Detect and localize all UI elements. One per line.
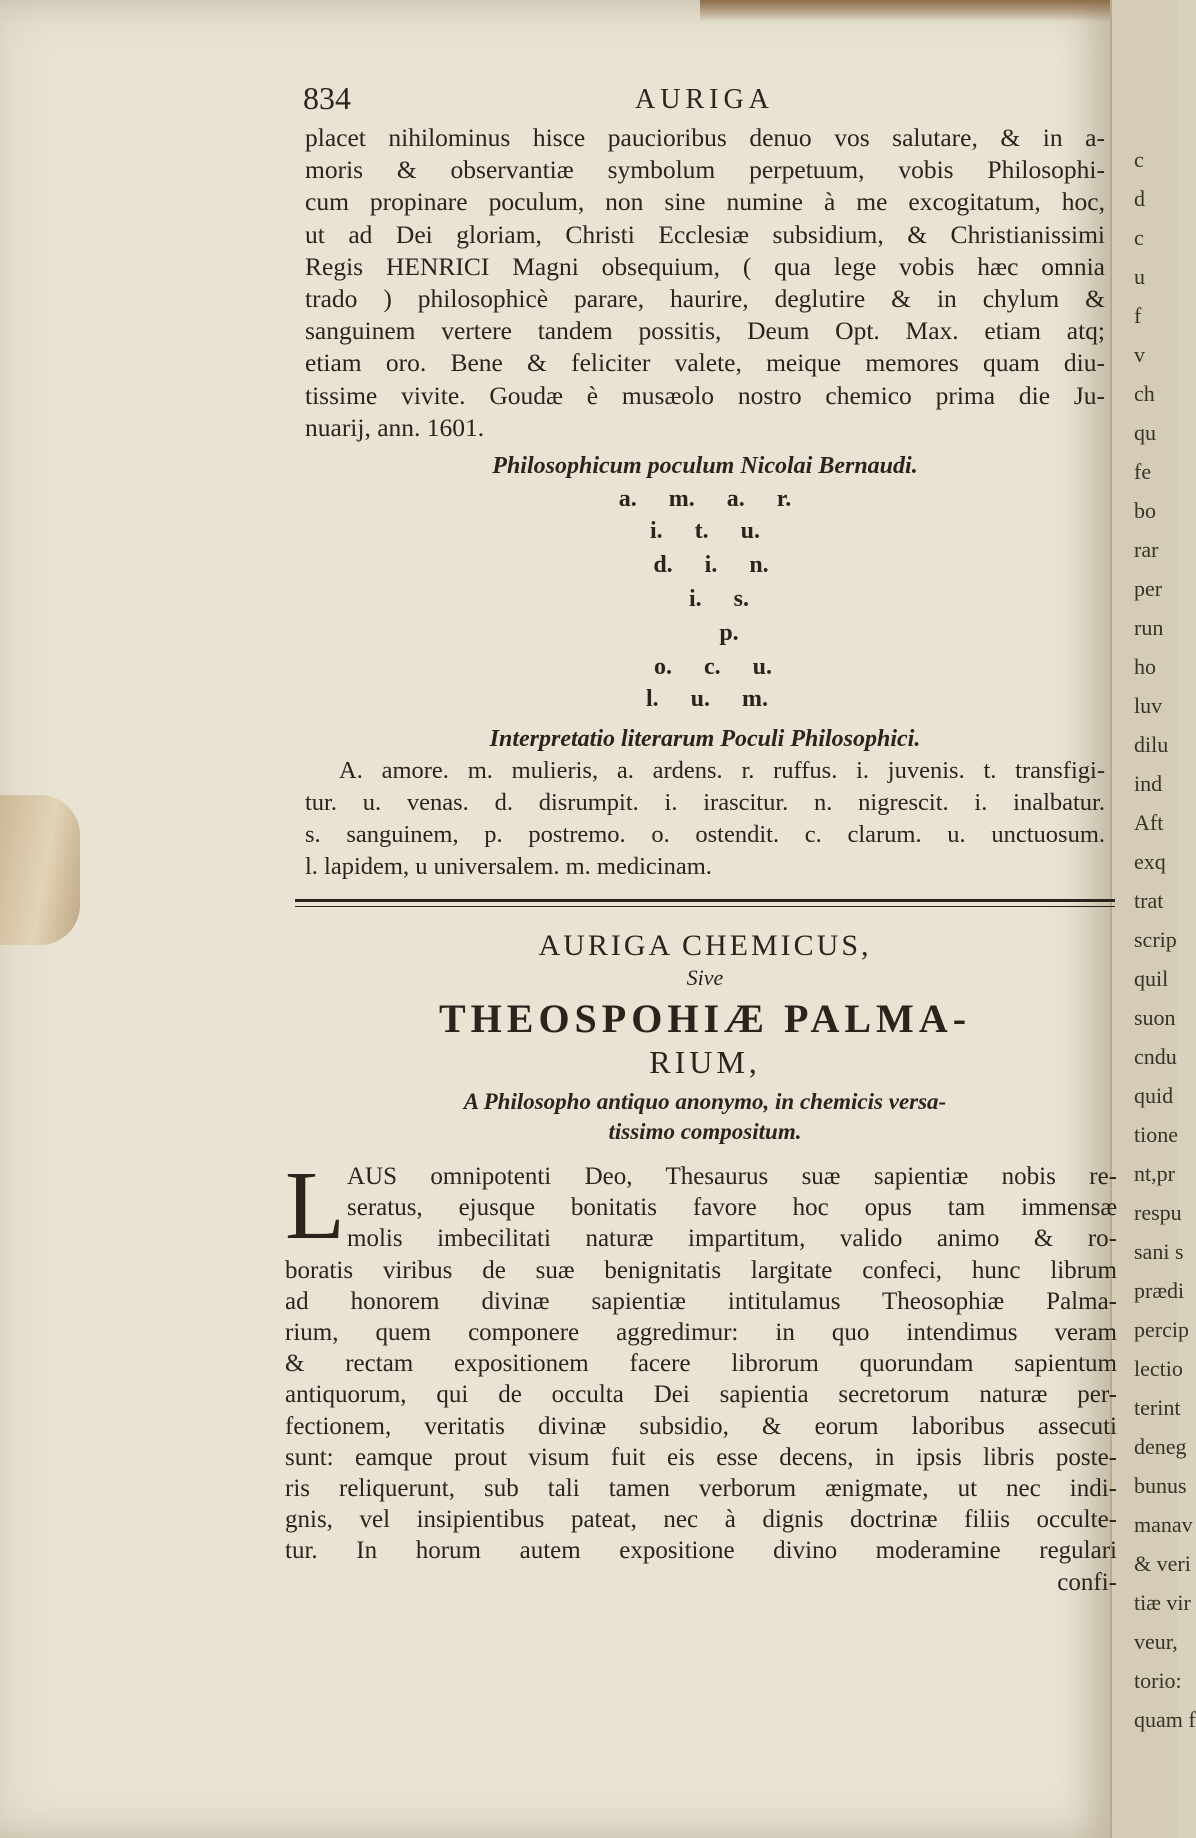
subtitle-line: tissimo compositum. bbox=[608, 1119, 802, 1145]
facing-page-fragment: luv bbox=[1134, 693, 1163, 718]
facing-page-fragment: lectio bbox=[1134, 1356, 1183, 1381]
facing-page-fragment: v bbox=[1134, 342, 1145, 367]
facing-page-fragment: ind bbox=[1134, 771, 1163, 796]
facing-page-fragment: sani s bbox=[1134, 1239, 1184, 1264]
treatise-sive: Sive bbox=[686, 965, 724, 991]
facing-page-fragment: c bbox=[1134, 147, 1144, 172]
page-edge-stain bbox=[700, 0, 1175, 22]
facing-page-fragment: nt,pr bbox=[1134, 1161, 1175, 1186]
page-text bbox=[285, 80, 1125, 1598]
text-line: ad honorem divinæ sapientiæ intitulamus Theosophiæ Palma- bbox=[285, 1287, 1117, 1315]
facing-page-fragment: percip bbox=[1134, 1317, 1189, 1342]
facing-page-fragment: u bbox=[1134, 264, 1145, 289]
facing-page-fragment: qu bbox=[1134, 420, 1156, 445]
text-line: tur. u. venas. d. disrumpit. i. irascitur. n. nigrescit. i. inalbatur. bbox=[305, 789, 1105, 817]
text-line: etiam oro. Bene & feliciter valete, meique memores quam diu- bbox=[305, 348, 1105, 378]
text-line: AUS omnipotenti Deo, Thesaurus suæ sapientiæ nobis re- bbox=[347, 1163, 1117, 1191]
facing-page-fragment: dilu bbox=[1134, 732, 1169, 757]
facing-page-fragment: f bbox=[1134, 303, 1142, 328]
facing-page-fragment: ch bbox=[1134, 381, 1155, 406]
text-line: A. amore. m. mulieris, a. ardens. r. ruffus. i. juvenis. t. transfigi- bbox=[339, 757, 1105, 785]
text-line: l. lapidem, u universalem. m. medicinam. bbox=[305, 853, 712, 881]
facing-page-fragment: quil bbox=[1134, 966, 1169, 991]
facing-page-fragment: terint bbox=[1134, 1395, 1181, 1420]
text-line: fectionem, veritatis divinæ subsidio, & eorum laboribus assecuti bbox=[285, 1412, 1117, 1440]
catchword: confi- bbox=[1057, 1568, 1117, 1596]
facing-page-fragment: Aft bbox=[1134, 810, 1164, 835]
facing-page-fragment: ho bbox=[1134, 654, 1156, 679]
text-line: placet nihilominus hisce paucioribus denuo vos salutare, & in a- bbox=[305, 123, 1105, 152]
text-line: ut ad Dei gloriam, Christi Ecclesiæ subsidium, & Christianissimi bbox=[305, 219, 1105, 249]
facing-page-fragment: manav bbox=[1134, 1512, 1193, 1537]
facing-page-fragment: quam f bbox=[1134, 1707, 1196, 1732]
drop-cap: L bbox=[285, 1152, 345, 1261]
facing-page-fragment: prædi bbox=[1134, 1278, 1185, 1303]
page-number: 834 bbox=[303, 80, 351, 116]
text-line: tissime vivite. Goudæ è musæolo nostro chemico prima die Ju- bbox=[305, 380, 1105, 410]
cup-title: Philosophicum poculum Nicolai Bernaudi. bbox=[492, 453, 918, 480]
text-line: tur. In horum autem expositione divino moderamine regulari bbox=[285, 1537, 1117, 1565]
text-line: moris & observantiæ symbolum perpetuum, vobis Philosophi- bbox=[305, 155, 1105, 185]
facing-page-fragment: veur, bbox=[1134, 1629, 1178, 1654]
cup-row: i. s. bbox=[688, 586, 749, 613]
facing-page-fragment: trat bbox=[1134, 888, 1164, 913]
treatise-body bbox=[285, 1152, 1117, 1598]
facing-page-fragment: run bbox=[1134, 615, 1164, 640]
facing-page-fragment: deneg bbox=[1134, 1434, 1187, 1459]
text-line: Regis HENRICI Magni obsequium, ( qua lege vobis hæc omnia bbox=[305, 251, 1105, 281]
text-line: gnis, vel insipientibus pateat, nec à dignis doctrinæ filiis occulte- bbox=[285, 1506, 1117, 1534]
subtitle-line: A Philosopho antiquo anonymo, in chemicis versa- bbox=[463, 1089, 947, 1115]
treatise-title: AURIGA CHEMICUS, bbox=[538, 929, 872, 963]
facing-page-fragment: c bbox=[1134, 225, 1144, 250]
cup-letters bbox=[285, 486, 1125, 721]
text-line: nuarij, ann. 1601. bbox=[305, 412, 485, 442]
facing-page-fragment: exq bbox=[1134, 849, 1166, 874]
section-divider bbox=[295, 899, 1115, 907]
facing-page-fragment: & veri bbox=[1134, 1551, 1191, 1576]
facing-page-fragment: rar bbox=[1134, 537, 1159, 562]
facing-page-fragment: quid bbox=[1134, 1083, 1174, 1108]
facing-page-fragment: fe bbox=[1134, 459, 1152, 484]
text-line: rium, quem componere aggredimur: in quo intendimus veram bbox=[285, 1319, 1117, 1347]
facing-page-fragment: suon bbox=[1134, 1005, 1176, 1030]
cup-row: p. bbox=[719, 620, 739, 647]
cup-row: l. u. m. bbox=[645, 686, 768, 713]
facing-page-fragment: scrip bbox=[1134, 927, 1177, 952]
cup-row: d. i. n. bbox=[653, 552, 769, 579]
facing-page-fragment: tione bbox=[1134, 1122, 1178, 1147]
cup-row: i. t. u. bbox=[649, 518, 760, 545]
text-line: molis imbecilitati naturæ impartitum, valido animo & ro- bbox=[347, 1225, 1117, 1253]
facing-page-fragment: tiæ vir bbox=[1134, 1590, 1191, 1615]
facing-page-fragment: per bbox=[1134, 576, 1163, 601]
treatise-subtitle bbox=[285, 1087, 1125, 1147]
text-line: trado ) philosophicè parare, haurire, deglutire & in chylum & bbox=[305, 284, 1105, 314]
text-line: ris reliquerunt, sub tali tamen verborum ænigmate, ut nec indi- bbox=[285, 1475, 1117, 1503]
text-line: seratus, ejusque bonitatis favore hoc opus tam immensæ bbox=[347, 1194, 1117, 1222]
text-line: & rectam expositionem facere librorum quorundam sapientum bbox=[285, 1350, 1117, 1378]
cup-row: a. m. a. r. bbox=[618, 486, 792, 513]
paper-tab bbox=[0, 795, 80, 945]
text-line: antiquorum, qui de occulta Dei sapientia secretorum naturæ per- bbox=[285, 1381, 1117, 1409]
facing-page-fragment: d bbox=[1134, 186, 1145, 211]
running-head: AURIGA bbox=[635, 84, 774, 115]
running-header bbox=[285, 80, 1125, 122]
facing-page-fragment: torio: bbox=[1134, 1668, 1182, 1693]
text-line: sunt: eamque prout visum fuit eis esse decens, in ipsis libris poste- bbox=[285, 1443, 1117, 1471]
facing-page-fragment: bo bbox=[1134, 498, 1156, 523]
cup-row: o. c. u. bbox=[654, 654, 772, 681]
text-line: cum propinare poculum, non sine numine à me excogitatum, hoc, bbox=[305, 187, 1105, 217]
facing-page-fragment: respu bbox=[1134, 1200, 1182, 1225]
interpretation-title: Interpretatio literarum Poculi Philosophici. bbox=[489, 726, 921, 753]
text-line: s. sanguinem, p. postremo. o. ostendit. c. clarum. u. unctuosum. bbox=[305, 821, 1105, 849]
facing-page-fragment: bunus bbox=[1134, 1473, 1187, 1498]
facing-page-fragment: cndu bbox=[1134, 1044, 1177, 1069]
letter-paragraph bbox=[305, 122, 1105, 444]
treatise-title-end: RIUM, bbox=[649, 1044, 761, 1081]
treatise-title-main: THEOSPOHIÆ PALMA- bbox=[438, 996, 972, 1042]
interpretation-text bbox=[305, 755, 1105, 883]
text-line: sanguinem vertere tandem possitis, Deum Opt. Max. etiam atq; bbox=[305, 316, 1105, 346]
text-line: boratis viribus de suæ benignitatis largitate confeci, hunc librum bbox=[285, 1256, 1117, 1284]
